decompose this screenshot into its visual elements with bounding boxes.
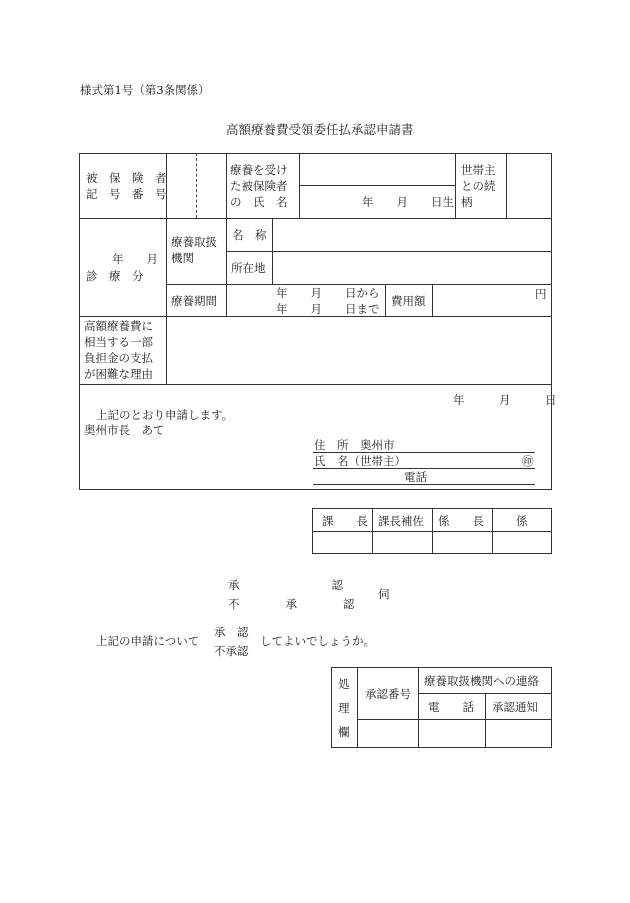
page-title: 高額療養費受領委任払承認申請書 (226, 122, 414, 137)
section-label-2: 理 (338, 701, 350, 715)
reason-label: 高額療養費に 相当する一部 負担金の支払 が困難な理由 (84, 319, 153, 381)
phone-label: 電話 (404, 470, 427, 484)
addressee: 奥州市長 あて (84, 423, 165, 437)
query-suffix: してよいでしょうか。 (260, 634, 375, 648)
contact-phone-label: 電 話 (428, 700, 474, 714)
header-section-chief: 課 長 (322, 514, 368, 528)
treatment-period-label: 診 療 分 (86, 269, 144, 283)
treatment-period-field-label: 療養期間 (171, 294, 217, 308)
insured-number-label: 被 保 険 者 記 号 番 号 (86, 171, 167, 201)
applicant-name-label: 氏 名（世帯主） (314, 454, 406, 468)
cost-unit: 円 (535, 287, 547, 301)
form-number: 様式第1号（第3条関係） (80, 83, 210, 97)
option-approve: 承 認 (228, 578, 343, 592)
cost-label: 費用額 (391, 294, 426, 308)
header-staff: 係 (516, 514, 528, 528)
section-label-3: 欄 (338, 725, 350, 739)
provider-contact-label: 療養取扱機関への連絡 (424, 674, 539, 688)
provider-label: 療養取扱 機関 (171, 235, 217, 265)
application-date: 年 月 日 (453, 393, 557, 407)
application-statement: 上記のとおり申請します。 (96, 408, 234, 422)
period-range: 年 月 日から 年 月 日まで (276, 286, 380, 316)
section-label-1: 処 (338, 677, 350, 691)
query-prefix: 上記の申請について (96, 634, 200, 648)
seal-mark: ㊞ (522, 454, 534, 468)
query-word: 伺 (378, 587, 390, 601)
option-reject: 不 承 認 (228, 597, 355, 611)
approval-notice-label: 承認通知 (492, 700, 538, 714)
provider-name-label: 名 称 (232, 228, 267, 242)
header-group-leader: 係 長 (438, 514, 484, 528)
choice-reject: 不承認 (214, 644, 249, 658)
approval-number-label: 承認番号 (365, 687, 411, 701)
provider-address-label: 所在地 (231, 261, 266, 275)
header-assistant-chief: 課長補佐 (378, 514, 424, 528)
relation-label: 世帯主 との続 柄 (461, 163, 496, 209)
choice-approve: 承 認 (214, 625, 249, 639)
treatment-month-label: 年 月 (112, 252, 158, 266)
address-label: 住 所 奥州市 (314, 438, 395, 452)
birth-date-label: 年 月 日生 (362, 195, 454, 209)
insured-name-label: 療養を受け た被保険者 の 氏 名 (230, 163, 288, 209)
